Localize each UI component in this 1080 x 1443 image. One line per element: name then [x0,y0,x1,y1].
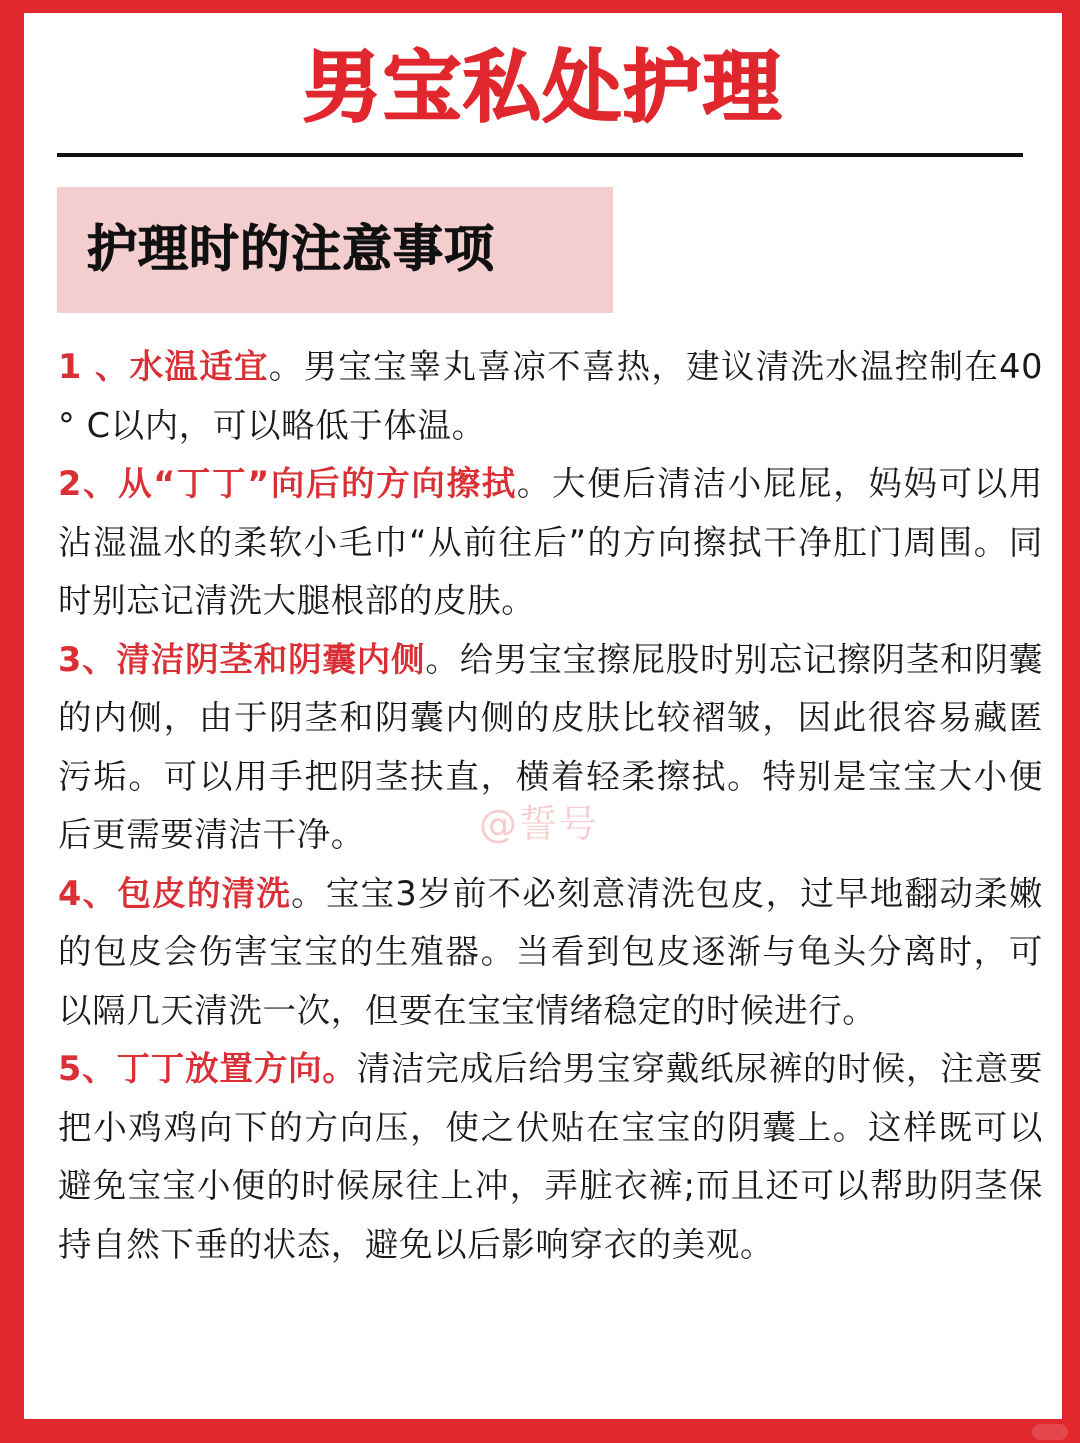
watermark: @誓号 [479,802,600,846]
tip-body: 清洁完成后给男宝穿戴纸尿裤的时候，注意要把小鸡鸡向下的方向压，使之伏贴在宝宝的阴囊上。这样既可以避免宝宝小便的时候尿往上冲，弄脏衣裤;而且还可以帮助阴茎保持自然下垂的状态，避免以后影响穿衣的美观。 [58,1049,1043,1264]
tip-item-1 [58,338,1043,455]
tip-heading: 3、清洁阴茎和阴囊内侧 [58,639,426,679]
title-divider [57,153,1023,157]
tip-item-3 [58,631,1043,865]
tip-body: 。给男宝宝擦屁股时别忘记擦阴茎和阴囊的内侧，由于阴茎和阴囊内侧的皮肤比较褶皱，因此很容易藏匿污垢。可以用手把阴茎扶直，横着轻柔擦拭。特别是宝宝大小便后更需要清洁干净。 [58,639,1043,854]
tip-item-4 [58,865,1043,1041]
tip-heading: 4、包皮的清洗 [58,873,292,913]
tips-list [58,338,1043,1274]
tip-heading: 5、丁丁放置方向。 [58,1049,357,1088]
tip-heading: 1 、水温适宜 [58,347,269,386]
content-card [24,13,1062,1419]
tip-body: 。男宝宝睾丸喜凉不喜热，建议清洗水温控制在40 ° C以内，可以略低于体温。 [58,347,1043,445]
section-header-box [57,187,613,313]
tip-body: 。宝宝3岁前不必刻意清洗包皮，过早地翻动柔嫩的包皮会伤害宝宝的生殖器。当看到包皮逐渐与龟头分离时，可以隔几天清洗一次，但要在宝宝情绪稳定的时候进行。 [58,873,1044,1030]
tip-body: 。大便后清洁小屁屁，妈妈可以用沾湿温水的柔软小毛巾“从前往后”的方向擦拭干净肛门周围。同时别忘记清洗大腿根部的皮肤。 [58,464,1043,620]
tip-item-2 [58,455,1043,631]
section-title: 护理时的注意事项 [87,220,495,278]
tip-heading: 2、从“丁丁”向后的方向擦拭 [58,464,517,503]
page-title: 男宝私处护理 [302,43,783,133]
corner-logo-mark [1032,1424,1068,1440]
tip-item-5 [58,1040,1043,1274]
